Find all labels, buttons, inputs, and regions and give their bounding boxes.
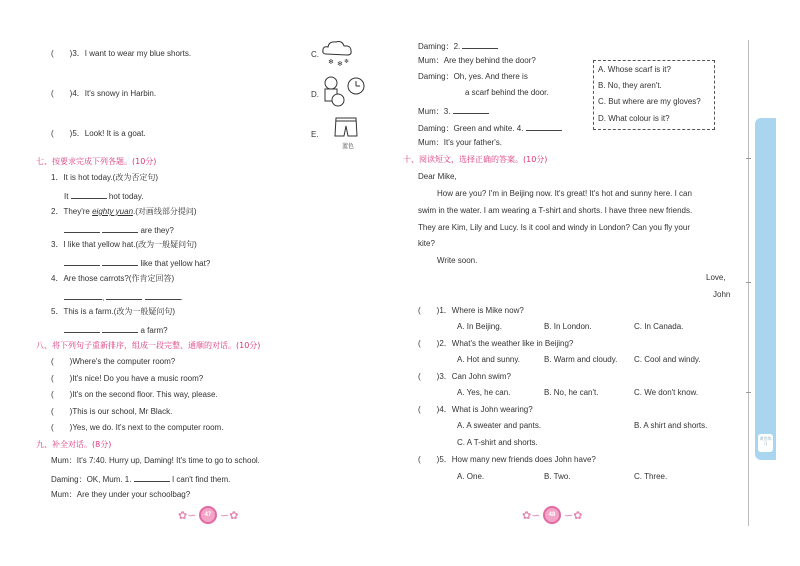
letter-greeting: Dear Mike, (418, 172, 457, 181)
dialog-line-1: Daming：2. (418, 40, 498, 52)
s9-line-1: Mum：It's 7:40. Hurry up, Daming! It's time to go to school. (51, 456, 260, 465)
s8-line-4: ( )This is our school, Mr Black. (51, 407, 173, 416)
s7-q2: 2．They're eighty yuan.(对画线部分提问) (51, 207, 197, 216)
r-q1-c: C. In Canada. (634, 322, 684, 331)
option-d: D. What colour is it? (598, 114, 670, 123)
s7-q4: 4．Are those carrots?(作肯定回答) (51, 274, 175, 283)
r-q4-b: B. A shirt and shorts. (634, 421, 708, 430)
r-q4-a: A. A sweater and pants. (457, 421, 542, 430)
svg-text:❄: ❄ (337, 61, 343, 68)
binding-tick (746, 282, 751, 283)
section-10-title: 十、阅读短文，选择正确的答案。(10分) (403, 155, 548, 164)
letter-line-4: kite? (418, 239, 435, 248)
dialog-line-5: Mum：3. (418, 105, 489, 117)
dialog-line-3: Daming：Oh, yes. And there is (418, 72, 528, 81)
s7-q1: 1．It is hot today.(改为否定句) (51, 173, 158, 182)
r-q4-c: C. A T-shirt and shorts. (457, 438, 538, 447)
boy-and-clock-icon (321, 74, 367, 110)
r-q2-c: C. Cool and windy. (634, 355, 701, 364)
letter-line-3: They are Kim, Lily and Lucy. Is it cool and windy in London? Can you fly your (418, 223, 690, 232)
letter-line-1: How are you? I'm in Beijing now. It's great! It's hot and sunny here. I can (437, 189, 692, 198)
r-q3-b: B. No, he can't. (544, 388, 599, 397)
s7-q1-answer: It hot today. (64, 192, 144, 201)
pic-e-label: E. (311, 130, 319, 139)
s7-q5-answer: a farm? (64, 324, 168, 336)
dialog-line-7: Mum：It's your father's. (418, 138, 502, 147)
dialog-line-2: Mum：Are they behind the door? (418, 56, 536, 65)
r-question-5: ( )5．How many new friends does John have? (418, 455, 596, 464)
r-q3-c: C. We don't know. (634, 388, 699, 397)
r-q5-a: A. One. (457, 472, 485, 481)
shorts-color-label: 蓝色 (342, 144, 355, 150)
r-q1-b: B. In London. (544, 322, 592, 331)
r-question-3: ( )3．Can John swim? (418, 372, 511, 381)
section-8-title: 八、将下列句子重新排序，组成一段完整、通顺的对话。(10分) (36, 341, 261, 350)
page-number-left: 47 (199, 506, 217, 524)
pic-c-label: C. (311, 50, 319, 59)
s7-q3: 3．I like that yellow hat.(改为一般疑问句) (51, 240, 197, 249)
page-number-right: 48 (543, 506, 561, 524)
r-question-1: ( )1．Where is Mike now? (418, 306, 524, 315)
option-b: B. No, they aren't. (598, 81, 662, 90)
option-c: C. But where are my gloves? (598, 97, 701, 106)
flourish-left-icon: ✿∽ (522, 510, 541, 522)
r-q3-a: A. Yes, he can. (457, 388, 511, 397)
options-box (593, 60, 715, 130)
flourish-left-icon: ✿∽ (178, 510, 197, 522)
r-q5-c: C. Three. (634, 472, 668, 481)
question-3: ( )3．I want to wear my blue shorts. (51, 49, 192, 58)
side-tab-label: 课堂练习 (758, 434, 773, 452)
svg-text:❄: ❄ (328, 59, 334, 66)
s8-line-5: ( )Yes, we do. It's next to the computer room. (51, 423, 224, 432)
binding-tick (746, 158, 751, 159)
s7-q3-answer: like that yellow hat? (64, 257, 210, 269)
r-q5-b: B. Two. (544, 472, 571, 481)
section-9-title: 九、补全对话。(8分) (36, 440, 112, 449)
r-q2-a: A. Hot and sunny. (457, 355, 520, 364)
flourish-right-icon: ∽✿ (220, 510, 239, 522)
shorts-icon (333, 116, 359, 142)
option-a: A. Whose scarf is it? (598, 65, 671, 74)
r-q2-b: B. Warm and cloudy. (544, 355, 618, 364)
question-5: ( )5．Look! It is a goat. (51, 129, 146, 138)
side-tab-strip (755, 118, 776, 460)
r-question-4: ( )4．What is John wearing? (418, 405, 533, 414)
section-7-title: 七、按要求完成下列各题。(10分) (36, 157, 157, 166)
letter-line-2: swim in the water. I am wearing a T-shirt and shorts. I have three new friends. (418, 206, 693, 215)
s9-line-3: Mum：Are they under your schoolbag? (51, 490, 191, 499)
s8-line-3: ( )It's on the second floor. This way, please. (51, 390, 218, 399)
dialog-line-4: a scarf behind the door. (465, 88, 549, 97)
flourish-right-icon: ∽✿ (564, 510, 583, 522)
cloud-snow-icon (320, 38, 356, 68)
s7-q4-answer: , . (64, 291, 183, 303)
binding-line (748, 40, 749, 526)
r-q1-a: A. In Beijing. (457, 322, 502, 331)
s9-line-2: Daming：OK, Mum. 1. I can't find them. (51, 475, 231, 484)
s7-q2-answer: are they? (64, 224, 174, 236)
letter-line-5: Write soon. (437, 256, 478, 265)
binding-tick (746, 392, 751, 393)
letter-signature: John (713, 290, 731, 299)
s8-line-2: ( )It's nice! Do you have a music room? (51, 374, 204, 383)
svg-text:❄: ❄ (344, 59, 350, 65)
s8-line-1: ( )Where's the computer room? (51, 357, 176, 366)
dialog-line-6: Daming：Green and white. 4. (418, 122, 562, 134)
r-question-2: ( )2．What's the weather like in Beijing? (418, 339, 574, 348)
s7-q5: 5．This is a farm.(改为一般疑问句) (51, 307, 176, 316)
pic-d-label: D. (311, 90, 319, 99)
letter-closing: Love, (706, 273, 726, 282)
question-4: ( )4．It's snowy in Harbin. (51, 89, 157, 98)
